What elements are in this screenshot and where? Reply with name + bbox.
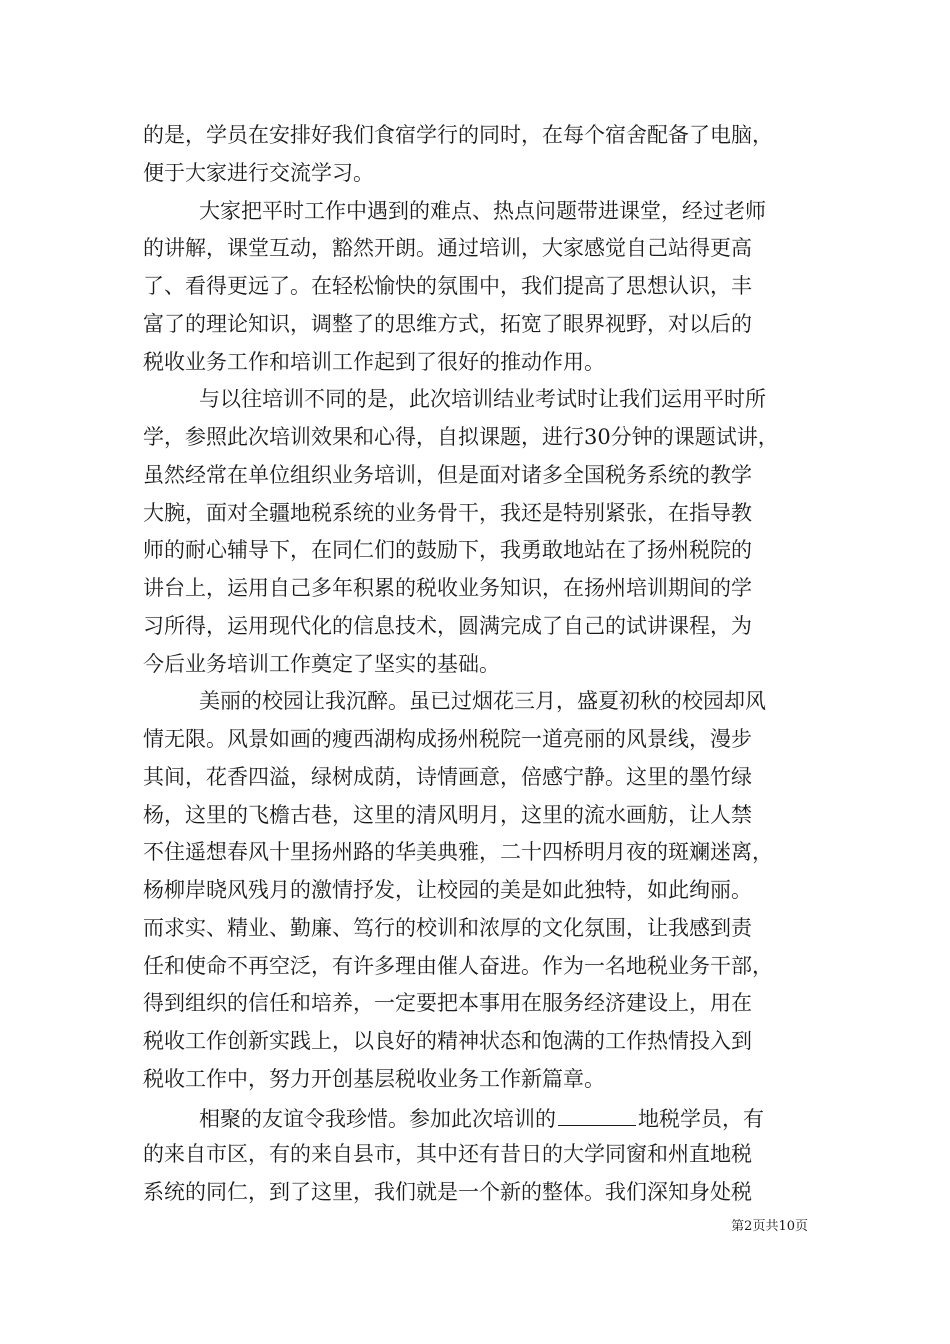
page-footer: [0, 1215, 808, 1234]
text-line: 了、看得更远了。在轻松愉快的氛围中，我们提高了思想认识，丰: [143, 274, 752, 298]
paragraph-start-line: 大家把平时工作中遇到的难点、热点问题带进课堂，经过老师: [199, 198, 766, 223]
text-line: 而求实、精业、勤廉、笃行的校训和浓厚的文化氛围，让我感到责: [143, 915, 752, 940]
text-line: 不住遥想春风十里扬州路的华美典雅，二十四桥明月夜的斑斓迷离，: [143, 840, 773, 865]
fill-in-blank: [558, 1099, 636, 1126]
text-line: 税收业务工作和培训工作起到了很好的推动作用。: [143, 349, 605, 374]
text-line: 师的耐心辅导下，在同仁们的鼓励下，我勇敢地站在了扬州税院的: [143, 538, 752, 563]
text-line: 学，参照此次培训效果和心得，自拟课题，进行30分钟的课题试讲，: [143, 425, 779, 449]
document-body: [143, 117, 809, 1212]
blank-line-suffix: 地税学员，有: [638, 1106, 764, 1131]
text-line: 习所得，运用现代化的信息技术，圆满完成了自己的试讲课程，为: [143, 613, 752, 638]
text-line: 讲台上，运用自己多年积累的税收业务知识，在扬州培训期间的学: [143, 576, 752, 600]
text-line: 大腕，面对全疆地税系统的业务骨干，我还是特别紧张，在指导教: [143, 500, 752, 525]
text-line: 今后业务培训工作奠定了坚实的基础。: [143, 651, 500, 676]
paragraph-start-line: 美丽的校园让我沉醉。虽已过烟花三月，盛夏初秋的校园却风: [199, 689, 766, 714]
text-line: 杨柳岸晓风残月的激情抒发，让校园的美是如此独特，如此绚丽。: [143, 878, 752, 902]
text-line: 系统的同仁，到了这里，我们就是一个新的整体。我们深知身处税: [143, 1180, 752, 1204]
text-line: 虽然经常在单位组织业务培训，但是面对诸多全国税务系统的教学: [143, 462, 752, 487]
text-line: 得到组织的信任和培养，一定要把本事用在服务经济建设上，用在: [143, 991, 752, 1016]
text-line: 的讲解，课堂互动，豁然开朗。通过培训，大家感觉自己站得更高: [143, 236, 752, 261]
text-line: 任和使命不再空泛，有许多理由催人奋进。作为一名地税业务干部，: [143, 953, 773, 978]
text-line: 的是，学员在安排好我们食宿学行的同时，在每个宿舍配备了电脑，: [143, 123, 773, 147]
page-number-label: 第2页共10页: [731, 1219, 808, 1234]
paragraph-start-line-with-blank: [143, 1099, 809, 1137]
text-line: 其间，花香四溢，绿树成荫，诗情画意，倍感宁静。这里的墨竹绿: [143, 764, 752, 789]
text-line: 情无限。风景如画的瘦西湖构成扬州税院一道亮丽的风景线，漫步: [143, 727, 752, 751]
paragraph-start-line: 与以往培训不同的是，此次培训结业考试时让我们运用平时所: [199, 387, 766, 412]
text-line: 富了的理论知识，调整了的思维方式，拓宽了眼界视野，对以后的: [143, 311, 752, 336]
text-line: 税收工作创新实践上，以良好的精神状态和饱满的工作热情投入到: [143, 1029, 752, 1053]
blank-line-prefix: 相聚的友谊令我珍惜。参加此次培训的: [199, 1106, 556, 1131]
text-line: 杨，这里的飞檐古巷，这里的清风明月，这里的流水画舫，让人禁: [143, 802, 752, 827]
text-line: 税收工作中，努力开创基层税收业务工作新篇章。: [143, 1066, 605, 1091]
text-line: 的来自市区，有的来自县市，其中还有昔日的大学同窗和州直地税: [143, 1142, 752, 1167]
text-line: 便于大家进行交流学习。: [143, 160, 374, 185]
